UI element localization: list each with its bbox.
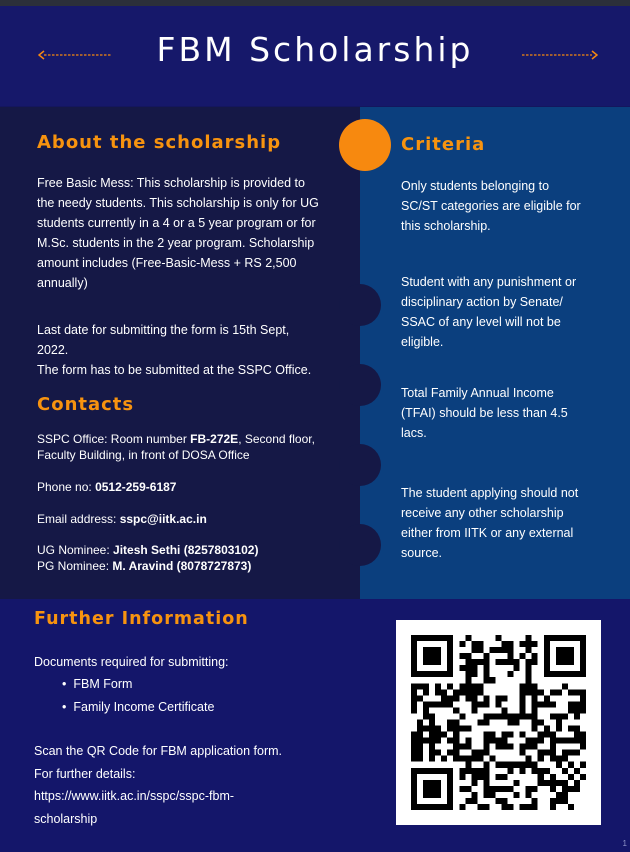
list-item: • Family Income Certificate [62, 697, 364, 717]
scan-text: Scan the QR Code for FBM application form. For further details: https://www.iitk.ac.in/sspc/sspc-fbm- scholarship [34, 740, 364, 830]
about-heading: About the scholarship [37, 132, 282, 153]
further-heading: Further Information [34, 609, 249, 629]
phone-number: 0512-259-6187 [95, 480, 177, 494]
criteria-item: The student applying should not receive any other scholarship either from IITK or any external source. [401, 486, 579, 560]
criteria-item: Student with any punishment or disciplinary action by Senate/ SSAC of any level will not be eligible. [401, 275, 577, 349]
documents-block: Documents required for submitting: • FBM Form • Family Income Certificate [34, 652, 364, 717]
deadline-text: Last date for submitting the form is 15th Sept, 2022. The form has to be submitted at the SSPC Office. [37, 323, 312, 377]
page-title: FBM Scholarship [156, 30, 474, 69]
list-item: • FBM Form [62, 674, 364, 694]
criteria-item: Only students belonging to SC/ST categories are eligible for this scholarship. [401, 179, 581, 233]
criteria-item: Total Family Annual Income (TFAI) should be less than 4.5 lacs. [401, 386, 568, 440]
orange-circle-icon [339, 119, 391, 171]
qr-code-icon [411, 635, 586, 810]
contacts-heading: Contacts [37, 394, 135, 415]
page-number: 1 [622, 839, 627, 848]
qr-code[interactable] [396, 620, 601, 825]
criteria-heading: Criteria [401, 134, 486, 155]
email-line: Email address: sspc@iitk.ac.in [37, 512, 207, 526]
nominees: UG Nominee: Jitesh Sethi (8257803102) PG Nominee: M. Aravind (8078727873) [37, 543, 259, 573]
arrow-right-icon [522, 50, 598, 60]
office-address: SSPC Office: Room number FB-272E, Second floor, Faculty Building, in front of DOSA Office [37, 432, 315, 462]
email-address: sspc@iitk.ac.in [119, 512, 207, 526]
phone-line: Phone no: 0512-259-6187 [37, 480, 177, 494]
timeline-notch [339, 524, 381, 566]
details-link[interactable]: https://www.iitk.ac.in/sspc/sspc-fbm- [34, 789, 235, 803]
about-text: Free Basic Mess: This scholarship is provided to the needy students. This scholarship is only for UG students currently in a 4 or a 5 year program or for M.Sc. students in the 2 year program. Scholarship amount includes (Free-Basic-Mess + RS 2,500 annually) [37, 176, 319, 290]
